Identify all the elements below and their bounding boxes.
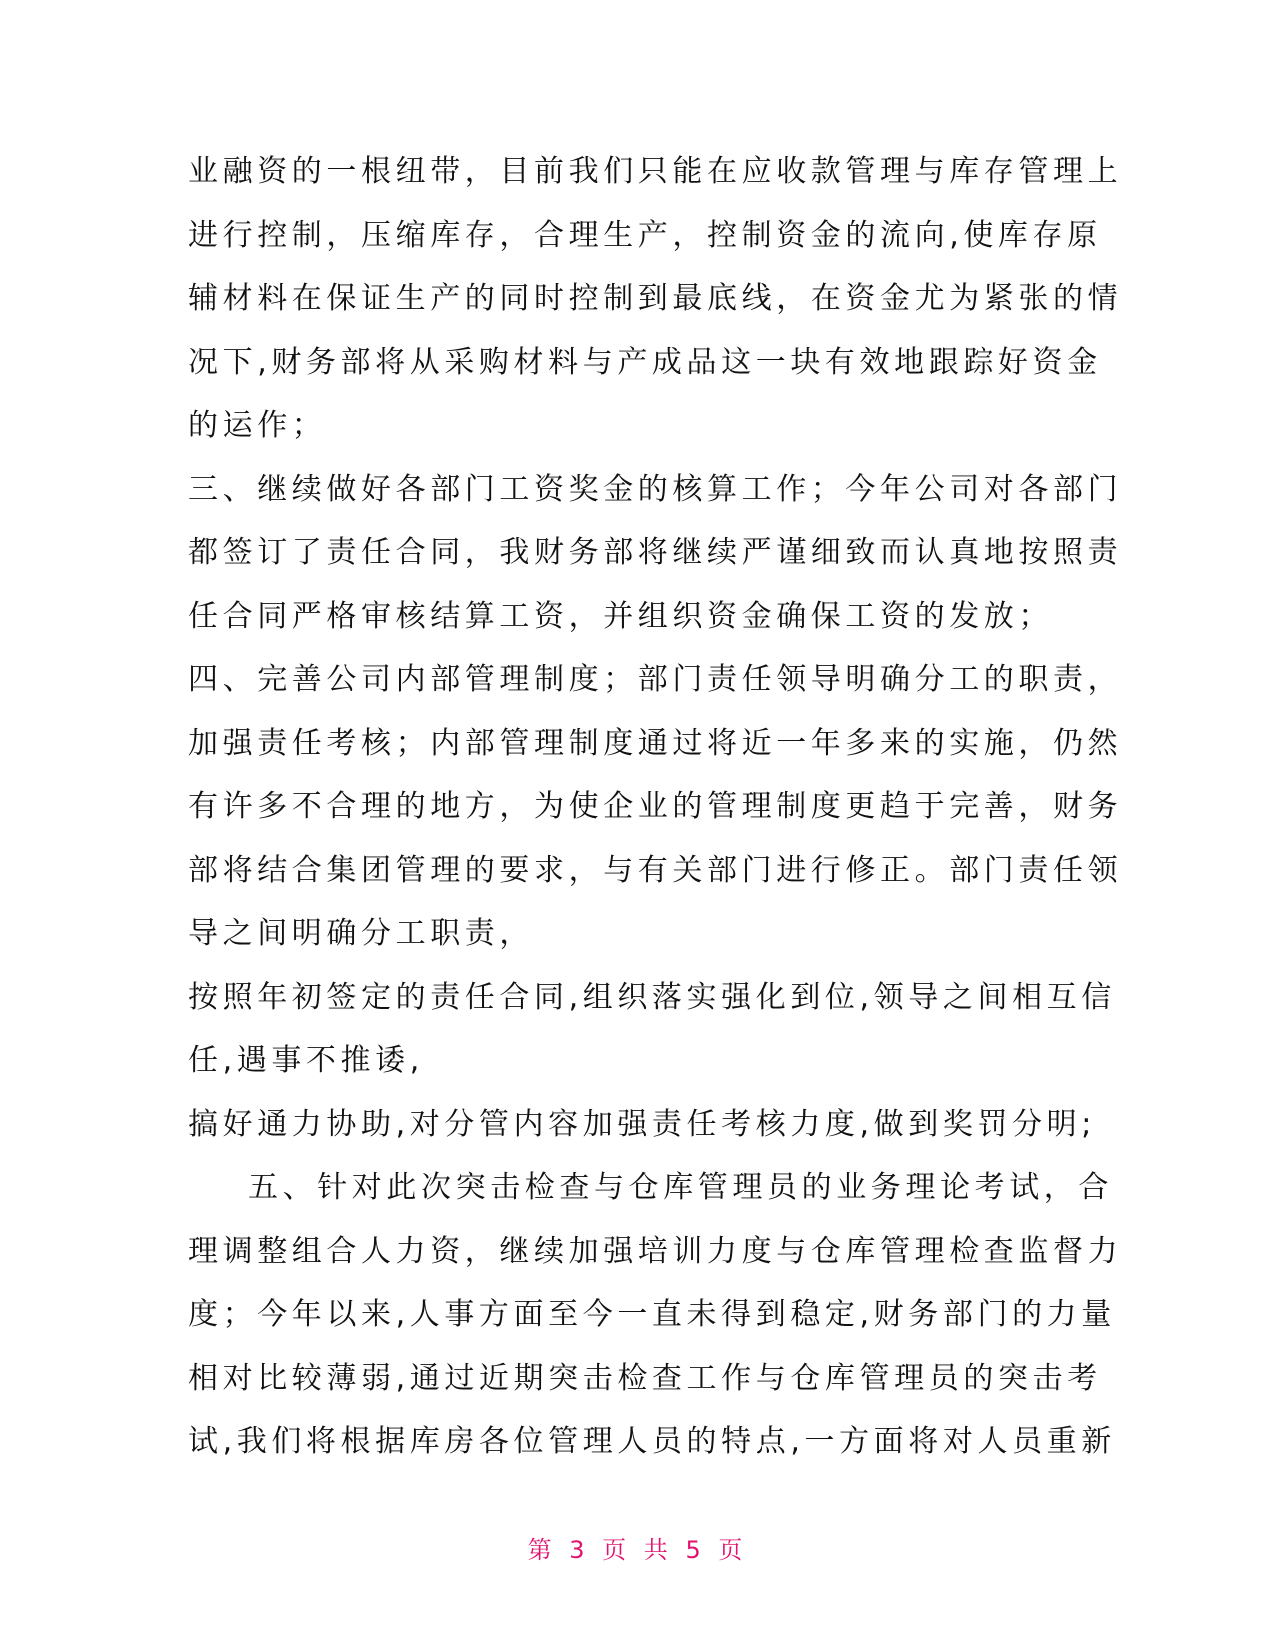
text-line-19: 度；今年以来,人事方面至今一直未得到稳定,财务部门的力量 [188, 1297, 1116, 1332]
text-line-10: 加强责任考核；内部管理制度通过将近一年多来的实施，仍然 [188, 725, 1123, 761]
text-line-6: 三、继续做好各部门工资奖金的核算工作；今年公司对各部门 [188, 471, 1123, 507]
document-body [188, 140, 1123, 1474]
text-line-12: 部将结合集团管理的要求，与有关部门进行修正。部门责任领 [188, 852, 1123, 888]
text-line-3: 辅材料在保证生产的同时控制到最底线，在资金尤为紧张的情 [188, 281, 1123, 316]
text-line-7: 都签订了责任合同，我财务部将继续严谨细致而认真地按照责 [188, 535, 1123, 570]
text-line-2: 进行控制，压缩库存，合理生产，控制资金的流向,使库存原 [188, 217, 1102, 253]
text-line-14: 按照年初签定的责任合同,组织落实强化到位,领导之间相互信 [188, 979, 1116, 1015]
text-line-9: 四、完善公司内部管理制度；部门责任领导明确分工的职责， [188, 662, 1123, 697]
text-line-17: 五、针对此次突击检查与仓库管理员的业务理论考试，合 [248, 1170, 1113, 1205]
text-line-13: 导之间明确分工职责， [188, 916, 534, 951]
page-number: 第 3 页 共 5 页 [527, 1536, 748, 1564]
text-line-1: 业融资的一根纽带，目前我们只能在应收款管理与库存管理上 [188, 154, 1123, 189]
text-line-21: 试,我们将根据库房各位管理人员的特点,一方面将对人员重新 [188, 1424, 1116, 1459]
text-line-4: 况下,财务部将从采购材料与产成品这一块有效地跟踪好资金 [188, 344, 1102, 380]
text-line-18: 理调整组合人力资，继续加强培训力度与仓库管理检查监督力 [188, 1233, 1123, 1269]
text-line-15: 任,遇事不推诿, [188, 1043, 424, 1078]
text-line-11: 有许多不合理的地方，为使企业的管理制度更趋于完善，财务 [188, 789, 1123, 824]
text-line-16: 搞好通力协助,对分管内容加强责任考核力度,做到奖罚分明; [188, 1106, 1096, 1142]
text-line-8: 任合同严格审核结算工资，并组织资金确保工资的发放； [188, 598, 1053, 634]
text-line-5: 的运作； [188, 408, 327, 443]
text-line-20: 相对比较薄弱,通过近期突击检查工作与仓库管理员的突击考 [188, 1360, 1102, 1396]
